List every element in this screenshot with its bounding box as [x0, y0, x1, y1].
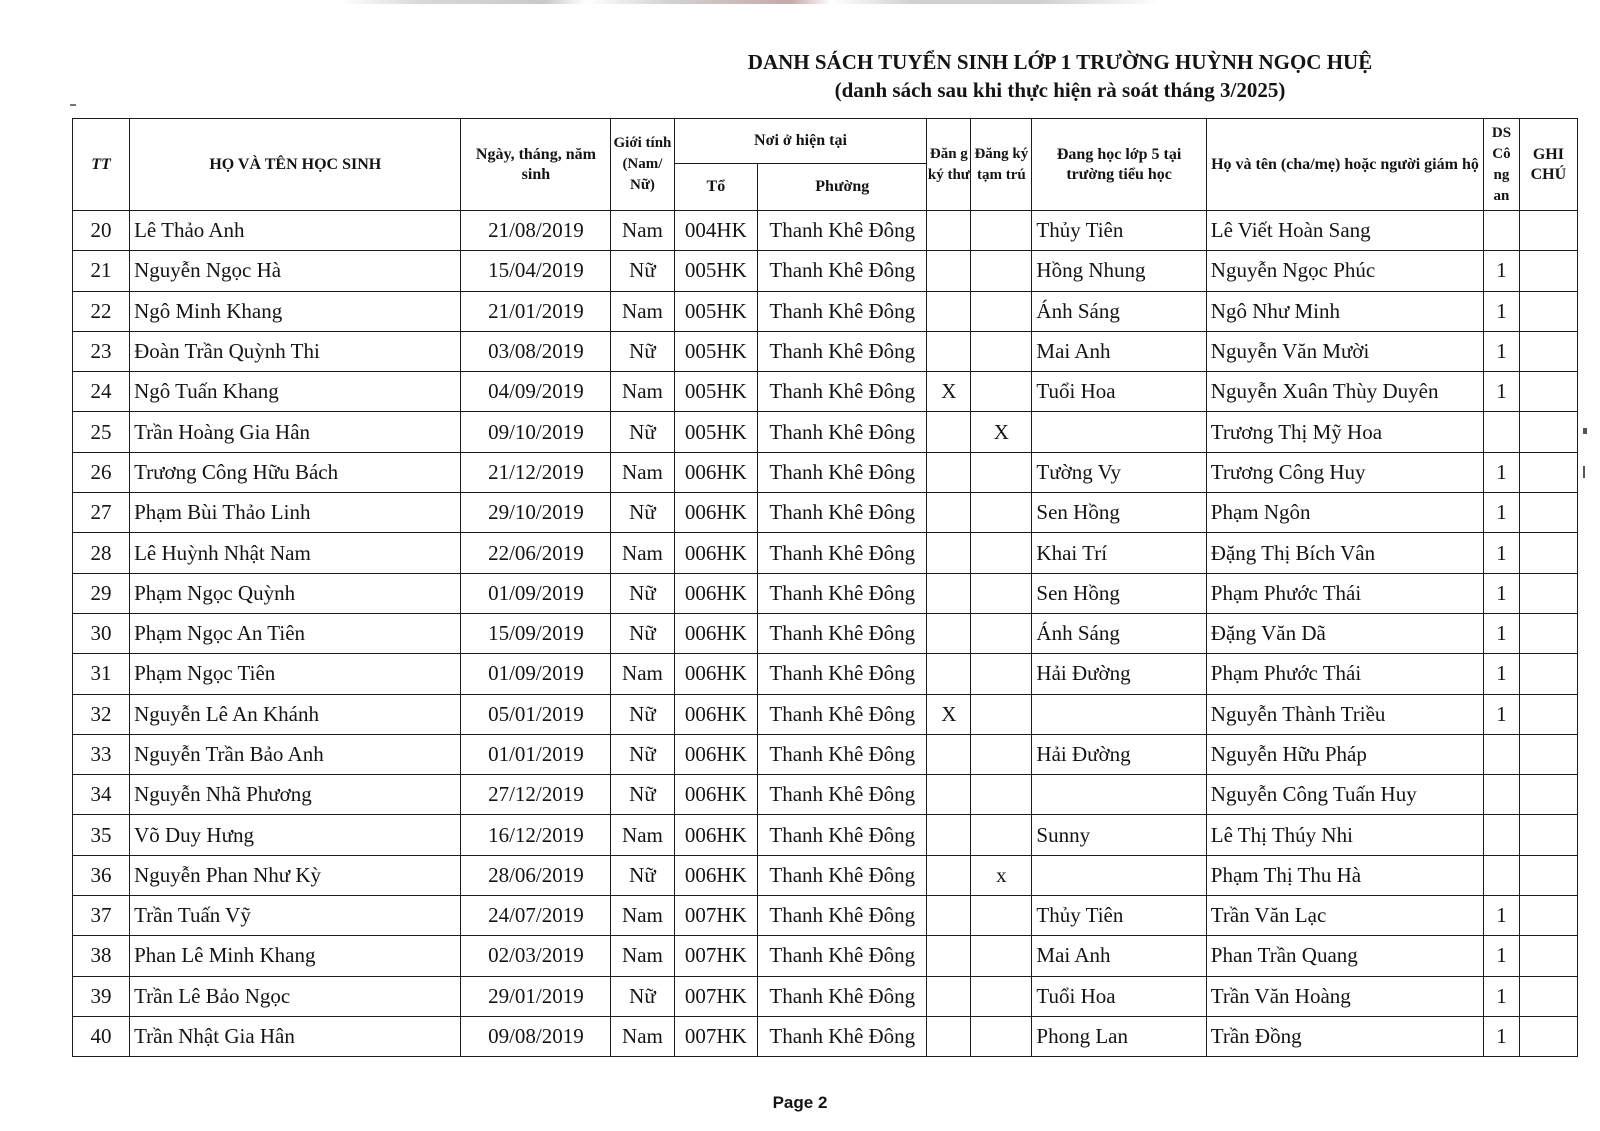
temporary-residence-mark-cell [971, 654, 1032, 694]
note-cell [1519, 372, 1577, 412]
temporary-residence-mark-cell [971, 533, 1032, 573]
student-name-cell: Trần Lê Bảo Ngọc [130, 976, 461, 1016]
row-number-cell: 26 [73, 452, 130, 492]
residence-group-cell: 006HK [674, 734, 758, 774]
residence-group-cell: 004HK [674, 211, 758, 251]
guardian-name-cell: Nguyễn Ngọc Phúc [1206, 251, 1483, 291]
row-number-cell: 30 [73, 613, 130, 653]
police-list-mark-cell: 1 [1484, 976, 1520, 1016]
table-row [73, 896, 1578, 936]
row-number-cell: 37 [73, 896, 130, 936]
birth-date-cell: 03/08/2019 [461, 331, 611, 371]
registration-letter-mark-cell [927, 251, 971, 291]
police-list-mark-cell: 1 [1484, 896, 1520, 936]
birth-date-cell: 21/12/2019 [461, 452, 611, 492]
residence-ward-cell: Thanh Khê Đông [758, 694, 927, 734]
registration-letter-mark-cell [927, 613, 971, 653]
note-cell [1519, 734, 1577, 774]
police-list-mark-cell: 1 [1484, 573, 1520, 613]
header-registration-letter: Đăn g ký thư [927, 119, 971, 211]
birth-date-cell: 02/03/2019 [461, 936, 611, 976]
residence-ward-cell: Thanh Khê Đông [758, 815, 927, 855]
registration-letter-mark-cell [927, 493, 971, 533]
police-list-mark-cell: 1 [1484, 493, 1520, 533]
table-row [73, 815, 1578, 855]
temporary-residence-mark-cell [971, 775, 1032, 815]
student-name-cell: Trần Tuấn Vỹ [130, 896, 461, 936]
residence-group-cell: 007HK [674, 936, 758, 976]
table-row [73, 694, 1578, 734]
note-cell [1519, 573, 1577, 613]
temporary-residence-mark-cell [971, 493, 1032, 533]
temporary-residence-mark-cell [971, 936, 1032, 976]
note-cell [1519, 815, 1577, 855]
residence-ward-cell: Thanh Khê Đông [758, 613, 927, 653]
table-row [73, 654, 1578, 694]
current-school-cell [1032, 694, 1206, 734]
note-cell [1519, 291, 1577, 331]
temporary-residence-mark-cell [971, 815, 1032, 855]
residence-group-cell: 006HK [674, 855, 758, 895]
guardian-name-cell: Phạm Phước Thái [1206, 573, 1483, 613]
residence-ward-cell: Thanh Khê Đông [758, 855, 927, 895]
header-temporary-residence: Đăng ký tạm trú [971, 119, 1032, 211]
row-number-cell: 31 [73, 654, 130, 694]
residence-group-cell: 005HK [674, 331, 758, 371]
note-cell [1519, 855, 1577, 895]
gender-cell: Nữ [611, 251, 674, 291]
registration-letter-mark-cell [927, 533, 971, 573]
temporary-residence-mark-cell [971, 573, 1032, 613]
gender-cell: Nam [611, 815, 674, 855]
table-row [73, 976, 1578, 1016]
residence-ward-cell: Thanh Khê Đông [758, 331, 927, 371]
residence-ward-cell: Thanh Khê Đông [758, 573, 927, 613]
note-cell [1519, 493, 1577, 533]
gender-cell: Nữ [611, 331, 674, 371]
temporary-residence-mark-cell [971, 251, 1032, 291]
title-main: DANH SÁCH TUYỂN SINH LỚP 1 TRƯỜNG HUỲNH NGỌC HUỆ [747, 50, 1373, 74]
police-list-mark-cell: 1 [1484, 372, 1520, 412]
temporary-residence-mark-cell [971, 694, 1032, 734]
birth-date-cell: 29/10/2019 [461, 493, 611, 533]
police-list-mark-cell [1484, 775, 1520, 815]
row-number-cell: 28 [73, 533, 130, 573]
birth-date-cell: 16/12/2019 [461, 815, 611, 855]
current-school-cell: Khai Trí [1032, 533, 1206, 573]
residence-group-cell: 006HK [674, 452, 758, 492]
registration-letter-mark-cell [927, 855, 971, 895]
temporary-residence-mark-cell [971, 613, 1032, 653]
temporary-residence-mark-cell [971, 452, 1032, 492]
police-list-mark-cell [1484, 855, 1520, 895]
current-school-cell: Hồng Nhung [1032, 251, 1206, 291]
header-ward: Phường [758, 164, 927, 211]
current-school-cell: Hải Đường [1032, 734, 1206, 774]
student-name-cell: Phạm Ngọc Tiên [130, 654, 461, 694]
guardian-name-cell: Phạm Ngôn [1206, 493, 1483, 533]
guardian-name-cell: Ngô Như Minh [1206, 291, 1483, 331]
birth-date-cell: 29/01/2019 [461, 976, 611, 1016]
registration-letter-mark-cell [927, 775, 971, 815]
table-row [73, 936, 1578, 976]
enrollment-table [72, 118, 1578, 1057]
police-list-mark-cell: 1 [1484, 613, 1520, 653]
residence-group-cell: 006HK [674, 613, 758, 653]
birth-date-cell: 15/04/2019 [461, 251, 611, 291]
birth-date-cell: 01/09/2019 [461, 573, 611, 613]
title-subtitle: (danh sách sau khi thực hiện rà soát tháng 3/2025) [834, 78, 1286, 102]
gender-cell: Nam [611, 291, 674, 331]
residence-ward-cell: Thanh Khê Đông [758, 775, 927, 815]
police-list-mark-cell [1484, 412, 1520, 452]
residence-ward-cell: Thanh Khê Đông [758, 1016, 927, 1056]
current-school-cell [1032, 855, 1206, 895]
residence-group-cell: 007HK [674, 976, 758, 1016]
row-number-cell: 36 [73, 855, 130, 895]
current-school-cell: Ánh Sáng [1032, 291, 1206, 331]
guardian-name-cell: Nguyễn Xuân Thùy Duyên [1206, 372, 1483, 412]
registration-letter-mark-cell [927, 331, 971, 371]
scan-edge-mark [1583, 466, 1585, 478]
gender-cell: Nữ [611, 493, 674, 533]
row-number-cell: 20 [73, 211, 130, 251]
guardian-name-cell: Phạm Phước Thái [1206, 654, 1483, 694]
temporary-residence-mark-cell [971, 291, 1032, 331]
guardian-name-cell: Phan Trần Quang [1206, 936, 1483, 976]
student-name-cell: Trần Hoàng Gia Hân [130, 412, 461, 452]
current-school-cell: Tường Vy [1032, 452, 1206, 492]
note-cell [1519, 613, 1577, 653]
registration-letter-mark-cell [927, 734, 971, 774]
current-school-cell: Thủy Tiên [1032, 896, 1206, 936]
table-row [73, 211, 1578, 251]
residence-group-cell: 006HK [674, 654, 758, 694]
birth-date-cell: 09/08/2019 [461, 1016, 611, 1056]
registration-letter-mark-cell [927, 896, 971, 936]
birth-date-cell: 05/01/2019 [461, 694, 611, 734]
police-list-mark-cell: 1 [1484, 694, 1520, 734]
police-list-mark-cell [1484, 734, 1520, 774]
residence-ward-cell: Thanh Khê Đông [758, 533, 927, 573]
birth-date-cell: 28/06/2019 [461, 855, 611, 895]
row-number-cell: 34 [73, 775, 130, 815]
birth-date-cell: 21/08/2019 [461, 211, 611, 251]
header-dob: Ngày, tháng, năm sinh [461, 119, 611, 211]
gender-cell: Nữ [611, 694, 674, 734]
residence-ward-cell: Thanh Khê Đông [758, 936, 927, 976]
note-cell [1519, 211, 1577, 251]
temporary-residence-mark-cell [971, 896, 1032, 936]
police-list-mark-cell: 1 [1484, 936, 1520, 976]
guardian-name-cell: Trần Văn Lạc [1206, 896, 1483, 936]
gender-cell: Nam [611, 372, 674, 412]
current-school-cell: Thủy Tiên [1032, 211, 1206, 251]
current-school-cell: Mai Anh [1032, 331, 1206, 371]
guardian-name-cell: Lê Viết Hoàn Sang [1206, 211, 1483, 251]
birth-date-cell: 15/09/2019 [461, 613, 611, 653]
birth-date-cell: 22/06/2019 [461, 533, 611, 573]
birth-date-cell: 27/12/2019 [461, 775, 611, 815]
student-name-cell: Đoàn Trần Quỳnh Thi [130, 331, 461, 371]
current-school-cell: Tuổi Hoa [1032, 372, 1206, 412]
row-number-cell: 23 [73, 331, 130, 371]
guardian-name-cell: Trần Đồng [1206, 1016, 1483, 1056]
note-cell [1519, 775, 1577, 815]
table-row [73, 1016, 1578, 1056]
registration-letter-mark-cell [927, 815, 971, 855]
table-body [73, 211, 1578, 1057]
guardian-name-cell: Đặng Văn Dã [1206, 613, 1483, 653]
residence-group-cell: 006HK [674, 573, 758, 613]
student-name-cell: Võ Duy Hưng [130, 815, 461, 855]
student-name-cell: Ngô Minh Khang [130, 291, 461, 331]
current-school-cell: Sunny [1032, 815, 1206, 855]
note-cell [1519, 896, 1577, 936]
residence-group-cell: 006HK [674, 493, 758, 533]
temporary-residence-mark-cell: x [971, 855, 1032, 895]
student-name-cell: Phạm Bùi Thảo Linh [130, 493, 461, 533]
note-cell [1519, 331, 1577, 371]
gender-cell: Nam [611, 936, 674, 976]
student-name-cell: Trần Nhật Gia Hân [130, 1016, 461, 1056]
student-name-cell: Nguyễn Nhã Phương [130, 775, 461, 815]
residence-group-cell: 006HK [674, 533, 758, 573]
residence-ward-cell: Thanh Khê Đông [758, 452, 927, 492]
scan-artifact-top [340, 0, 1160, 4]
residence-ward-cell: Thanh Khê Đông [758, 654, 927, 694]
gender-cell: Nữ [611, 775, 674, 815]
student-name-cell: Nguyễn Ngọc Hà [130, 251, 461, 291]
current-school-cell [1032, 412, 1206, 452]
registration-letter-mark-cell [927, 291, 971, 331]
header-group: Tổ [674, 164, 758, 211]
table-row [73, 775, 1578, 815]
registration-letter-mark-cell [927, 412, 971, 452]
residence-group-cell: 007HK [674, 1016, 758, 1056]
guardian-name-cell: Lê Thị Thúy Nhi [1206, 815, 1483, 855]
residence-group-cell: 006HK [674, 815, 758, 855]
residence-group-cell: 005HK [674, 412, 758, 452]
temporary-residence-mark-cell [971, 372, 1032, 412]
note-cell [1519, 1016, 1577, 1056]
row-number-cell: 35 [73, 815, 130, 855]
police-list-mark-cell: 1 [1484, 1016, 1520, 1056]
header-current-school: Đang học lớp 5 tại trường tiểu học [1032, 119, 1206, 211]
header-residence: Nơi ở hiện tại [674, 119, 927, 164]
row-number-cell: 24 [73, 372, 130, 412]
scan-edge-mark [1583, 428, 1587, 434]
table-row [73, 573, 1578, 613]
header-student-name: HỌ VÀ TÊN HỌC SINH [130, 119, 461, 211]
gender-cell: Nam [611, 533, 674, 573]
row-number-cell: 21 [73, 251, 130, 291]
registration-letter-mark-cell [927, 976, 971, 1016]
police-list-mark-cell: 1 [1484, 452, 1520, 492]
note-cell [1519, 452, 1577, 492]
guardian-name-cell: Phạm Thị Thu Hà [1206, 855, 1483, 895]
residence-ward-cell: Thanh Khê Đông [758, 734, 927, 774]
registration-letter-mark-cell: X [927, 372, 971, 412]
note-cell [1519, 412, 1577, 452]
gender-cell: Nam [611, 654, 674, 694]
birth-date-cell: 24/07/2019 [461, 896, 611, 936]
residence-ward-cell: Thanh Khê Đông [758, 896, 927, 936]
current-school-cell: Phong Lan [1032, 1016, 1206, 1056]
police-list-mark-cell: 1 [1484, 291, 1520, 331]
current-school-cell: Hải Đường [1032, 654, 1206, 694]
guardian-name-cell: Trương Công Huy [1206, 452, 1483, 492]
scan-speck [70, 104, 76, 106]
table-row [73, 855, 1578, 895]
registration-letter-mark-cell [927, 1016, 971, 1056]
police-list-mark-cell: 1 [1484, 654, 1520, 694]
birth-date-cell: 01/09/2019 [461, 654, 611, 694]
birth-date-cell: 21/01/2019 [461, 291, 611, 331]
birth-date-cell: 04/09/2019 [461, 372, 611, 412]
table-row [73, 291, 1578, 331]
note-cell [1519, 694, 1577, 734]
table-row [73, 251, 1578, 291]
current-school-cell [1032, 775, 1206, 815]
gender-cell: Nữ [611, 412, 674, 452]
student-name-cell: Phạm Ngọc An Tiên [130, 613, 461, 653]
registration-letter-mark-cell [927, 936, 971, 976]
table-row [73, 613, 1578, 653]
temporary-residence-mark-cell [971, 331, 1032, 371]
guardian-name-cell: Nguyễn Văn Mười [1206, 331, 1483, 371]
table-row [73, 734, 1578, 774]
temporary-residence-mark-cell [971, 1016, 1032, 1056]
guardian-name-cell: Nguyễn Hữu Pháp [1206, 734, 1483, 774]
row-number-cell: 22 [73, 291, 130, 331]
residence-ward-cell: Thanh Khê Đông [758, 412, 927, 452]
current-school-cell: Mai Anh [1032, 936, 1206, 976]
row-number-cell: 27 [73, 493, 130, 533]
note-cell [1519, 533, 1577, 573]
row-number-cell: 32 [73, 694, 130, 734]
page-number: Page 2 [772, 1093, 828, 1112]
header-note: GHI CHÚ [1519, 119, 1577, 211]
registration-letter-mark-cell [927, 211, 971, 251]
row-number-cell: 29 [73, 573, 130, 613]
table-row [73, 533, 1578, 573]
residence-group-cell: 007HK [674, 896, 758, 936]
student-name-cell: Nguyễn Trần Bảo Anh [130, 734, 461, 774]
police-list-mark-cell: 1 [1484, 331, 1520, 371]
gender-cell: Nam [611, 211, 674, 251]
document-title [700, 48, 1420, 104]
row-number-cell: 25 [73, 412, 130, 452]
residence-ward-cell: Thanh Khê Đông [758, 976, 927, 1016]
gender-cell: Nữ [611, 613, 674, 653]
table-row [73, 331, 1578, 371]
student-name-cell: Lê Thảo Anh [130, 211, 461, 251]
gender-cell: Nữ [611, 573, 674, 613]
table-row [73, 412, 1578, 452]
temporary-residence-mark-cell [971, 734, 1032, 774]
student-name-cell: Trương Công Hữu Bách [130, 452, 461, 492]
student-name-cell: Nguyễn Lê An Khánh [130, 694, 461, 734]
temporary-residence-mark-cell [971, 976, 1032, 1016]
note-cell [1519, 936, 1577, 976]
table-row [73, 493, 1578, 533]
note-cell [1519, 251, 1577, 291]
guardian-name-cell: Trương Thị Mỹ Hoa [1206, 412, 1483, 452]
student-name-cell: Ngô Tuấn Khang [130, 372, 461, 412]
residence-ward-cell: Thanh Khê Đông [758, 493, 927, 533]
student-name-cell: Lê Huỳnh Nhật Nam [130, 533, 461, 573]
gender-cell: Nam [611, 452, 674, 492]
registration-letter-mark-cell [927, 573, 971, 613]
temporary-residence-mark-cell [971, 211, 1032, 251]
guardian-name-cell: Nguyễn Công Tuấn Huy [1206, 775, 1483, 815]
residence-ward-cell: Thanh Khê Đông [758, 372, 927, 412]
row-number-cell: 33 [73, 734, 130, 774]
student-name-cell: Nguyễn Phan Như Kỳ [130, 855, 461, 895]
residence-group-cell: 005HK [674, 251, 758, 291]
guardian-name-cell: Nguyễn Thành Triều [1206, 694, 1483, 734]
registration-letter-mark-cell: X [927, 694, 971, 734]
birth-date-cell: 09/10/2019 [461, 412, 611, 452]
residence-group-cell: 006HK [674, 775, 758, 815]
police-list-mark-cell [1484, 815, 1520, 855]
table-row [73, 452, 1578, 492]
residence-group-cell: 005HK [674, 291, 758, 331]
student-name-cell: Phạm Ngọc Quỳnh [130, 573, 461, 613]
temporary-residence-mark-cell: X [971, 412, 1032, 452]
current-school-cell: Tuổi Hoa [1032, 976, 1206, 1016]
residence-group-cell: 005HK [674, 372, 758, 412]
residence-group-cell: 006HK [674, 694, 758, 734]
header-tt: TT [73, 119, 130, 211]
note-cell [1519, 654, 1577, 694]
police-list-mark-cell: 1 [1484, 251, 1520, 291]
gender-cell: Nam [611, 1016, 674, 1056]
gender-cell: Nam [611, 896, 674, 936]
residence-ward-cell: Thanh Khê Đông [758, 291, 927, 331]
header-guardian: Họ và tên (cha/mẹ) hoặc người giám hộ [1206, 119, 1483, 211]
guardian-name-cell: Đặng Thị Bích Vân [1206, 533, 1483, 573]
guardian-name-cell: Trần Văn Hoàng [1206, 976, 1483, 1016]
row-number-cell: 38 [73, 936, 130, 976]
current-school-cell: Sen Hồng [1032, 493, 1206, 533]
gender-cell: Nữ [611, 734, 674, 774]
residence-ward-cell: Thanh Khê Đông [758, 211, 927, 251]
row-number-cell: 39 [73, 976, 130, 1016]
residence-ward-cell: Thanh Khê Đông [758, 251, 927, 291]
birth-date-cell: 01/01/2019 [461, 734, 611, 774]
current-school-cell: Sen Hồng [1032, 573, 1206, 613]
student-name-cell: Phan Lê Minh Khang [130, 936, 461, 976]
gender-cell: Nữ [611, 976, 674, 1016]
registration-letter-mark-cell [927, 654, 971, 694]
police-list-mark-cell [1484, 211, 1520, 251]
note-cell [1519, 976, 1577, 1016]
header-police-list: DS Cô ng an [1484, 119, 1520, 211]
row-number-cell: 40 [73, 1016, 130, 1056]
table-row [73, 372, 1578, 412]
header-sex: Giới tính (Nam/ Nữ) [611, 119, 674, 211]
gender-cell: Nữ [611, 855, 674, 895]
police-list-mark-cell: 1 [1484, 533, 1520, 573]
registration-letter-mark-cell [927, 452, 971, 492]
current-school-cell: Ánh Sáng [1032, 613, 1206, 653]
